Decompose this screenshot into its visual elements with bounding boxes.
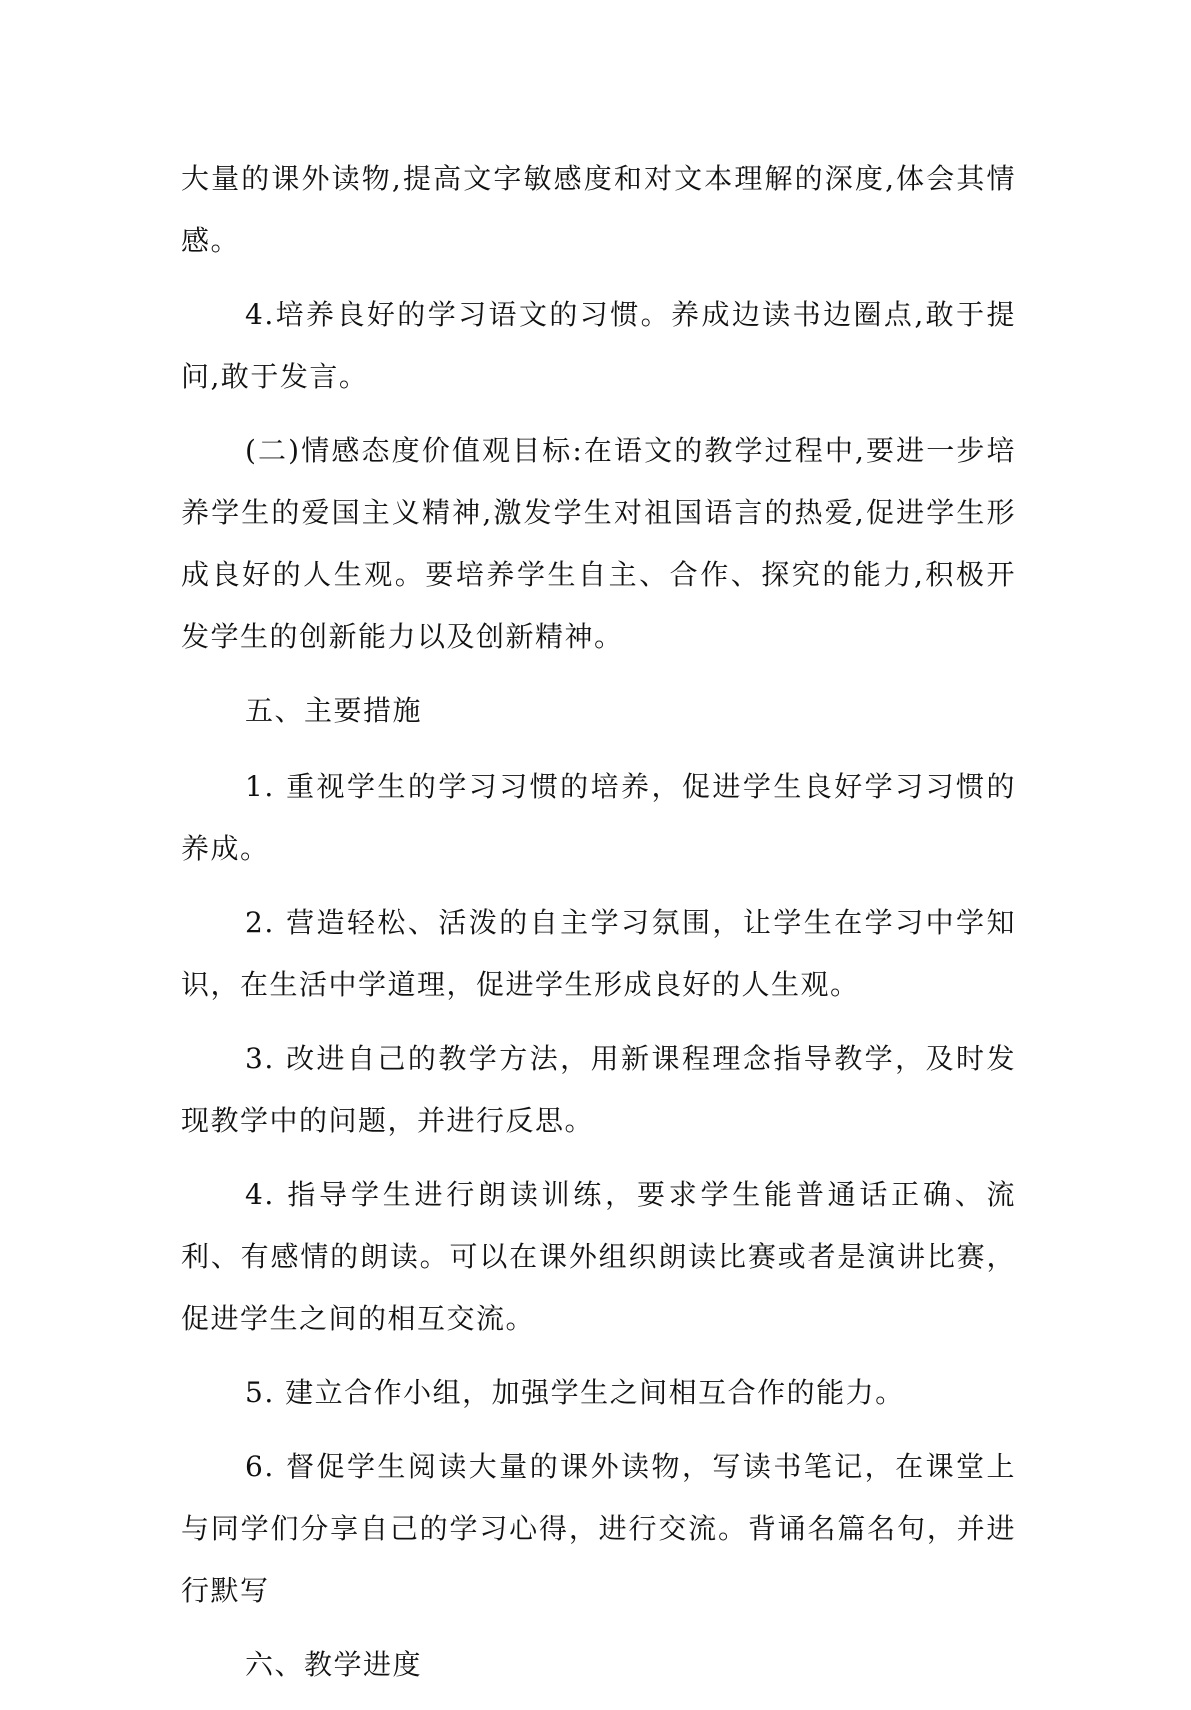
measure-item-2: 2. 营造轻松、活泼的自主学习氛围，让学生在学习中学知识，在生活中学道理，促进学生形成良好的人生观。 [181,906,1016,1001]
document-body [181,148,1016,1710]
section-heading-main-measures: 五、主要措施 [245,694,423,727]
measure-item-4: 4. 指导学生进行朗读训练，要求学生能普通话正确、流利、有感情的朗读。可以在课外组织朗读比赛或者是演讲比赛，促进学生之间的相互交流。 [181,1178,1016,1335]
measure-item-1: 1. 重视学生的学习习惯的培养，促进学生良好学习习惯的养成。 [181,770,1016,865]
paragraph-emotional-goals: (二)情感态度价值观目标:在语文的教学过程中,要进一步培养学生的爱国主义精神,激发学生对祖国语言的热爱,促进学生形成良好的人生观。要培养学生自主、合作、探究的能力,积极开发学生的创新能力以及创新精神。 [181,434,1016,653]
measure-item-5: 5. 建立合作小组，加强学生之间相互合作的能力。 [245,1376,905,1409]
measure-item-6: 6. 督促学生阅读大量的课外读物，写读书笔记，在课堂上与同学们分享自己的学习心得，进行交流。背诵名篇名句，并进行默写 [181,1450,1016,1607]
section-heading-teaching-schedule: 六、教学进度 [245,1648,423,1681]
measure-item-3: 3. 改进自己的教学方法，用新课程理念指导教学，及时发现教学中的问题，并进行反思。 [181,1042,1016,1137]
paragraph-learning-habits: 4.培养良好的学习语文的习惯。养成边读书边圈点,敢于提问,敢于发言。 [181,298,1016,393]
paragraph-continuation: 大量的课外读物,提高文字敏感度和对文本理解的深度,体会其情感。 [181,162,1016,257]
